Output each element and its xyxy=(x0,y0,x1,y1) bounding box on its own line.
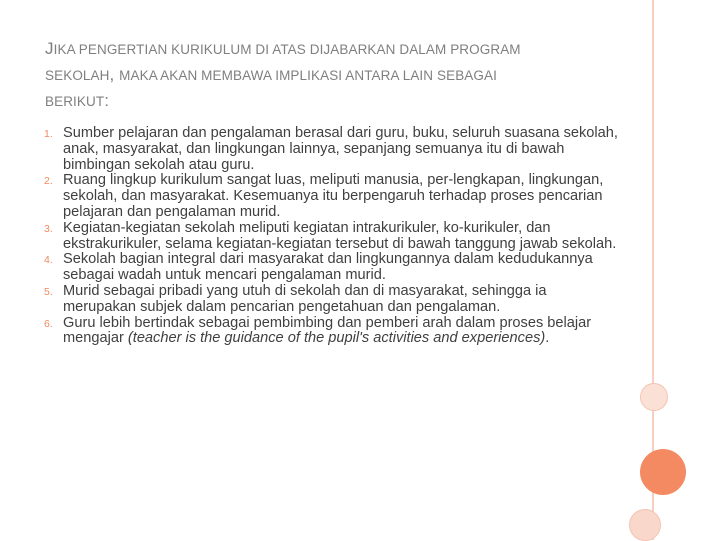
implication-list xyxy=(44,126,619,347)
list-item xyxy=(44,284,619,316)
list-number: 5. xyxy=(44,285,53,298)
list-item xyxy=(44,221,619,253)
list-number: 2. xyxy=(44,175,53,188)
decorative-circle-small xyxy=(640,383,668,411)
list-item-text: Sekolah bagian integral dari masyarakat dan lingkungannya dalam kedudukannya sebagai wadah untuk mencari pengalaman murid. xyxy=(63,251,593,284)
list-item xyxy=(44,173,619,220)
title-line-2 xyxy=(45,62,625,88)
title-line-1 xyxy=(45,36,625,62)
list-item-text: Kegiatan-kegiatan sekolah meliputi kegiatan intrakurikuler, ko-kurikuler, dan ekstrakurikuler, selama kegiatan-kegiatan tersebut di bawah tanggung jawab sekolah. xyxy=(63,219,617,252)
list-item-italic-text: (teacher is the guidance of the pupil's activities and experiences) xyxy=(127,330,546,347)
list-number: 1. xyxy=(44,128,53,140)
list-number: 3. xyxy=(44,222,53,235)
list-item-text: Murid sebagai pribadi yang utuh di sekolah dan di masyarakat, sehingga ia merupakan subjek dalam pencarian pengetahuan dan pengalaman. xyxy=(63,282,547,315)
title-line-3-text: BERIKUT xyxy=(45,94,105,109)
slide-title xyxy=(45,36,625,114)
title-comma: , xyxy=(109,65,120,84)
decorative-circle-large xyxy=(640,449,686,495)
list-item-text: Sumber pelajaran dan pengalaman berasal dari guru, buku, seluruh suasana sekolah, anak, masyarakat, dan lingkungan lainnya, sepanjang semuanya itu di bawah bimbingan sekolah atau guru. xyxy=(63,125,618,173)
title-initial: J xyxy=(45,39,54,58)
list-number: 6. xyxy=(44,317,53,330)
list-item-text: Guru lebih bertindak sebagai pembimbing dan pemberi arah dalam proses belajar mengajar xyxy=(63,314,592,347)
list-item xyxy=(44,316,619,348)
title-line-1-text: IKA PENGERTIAN KURIKULUM DI ATAS DIJABARKAN DALAM PROGRAM xyxy=(53,42,521,57)
list-number: 4. xyxy=(44,254,53,267)
title-colon: : xyxy=(104,91,110,110)
decorative-circle-bottom xyxy=(629,509,661,541)
title-line-2-start: SEKOLAH xyxy=(45,68,110,83)
title-line-2-text: MAKA AKAN MEMBAWA IMPLIKASI ANTARA LAIN SEBAGAI xyxy=(119,68,497,83)
list-item-end: . xyxy=(545,330,550,347)
list-item xyxy=(44,252,619,284)
list-item-text: Ruang lingkup kurikulum sangat luas, meliputi manusia, per-lengkapan, lingkungan, sekolah, dan masyarakat. Kesemuanya itu berpengaruh terhadap proses pencarian pelajaran dan pengalaman murid. xyxy=(63,172,604,220)
title-line-3 xyxy=(45,88,625,114)
list-item xyxy=(44,126,619,173)
